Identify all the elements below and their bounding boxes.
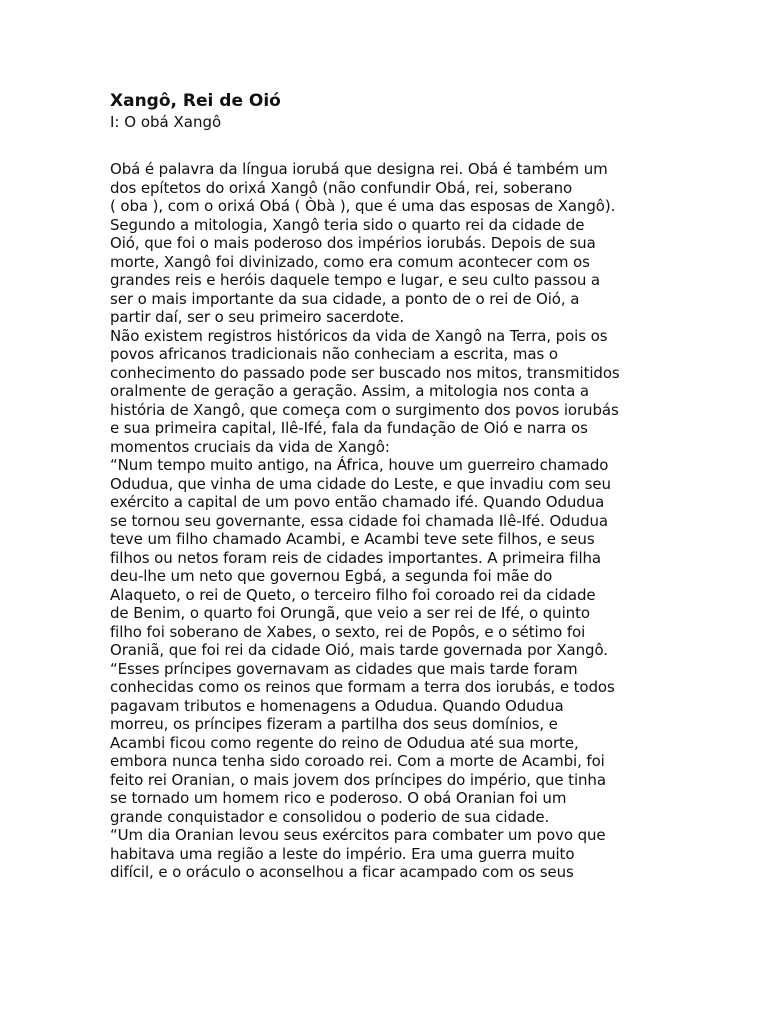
text-line: ( oba ), com o orixá Obá ( Òbà ), que é uma das esposas de Xangô). <box>110 197 616 215</box>
text-line: “Um dia Oranian levou seus exércitos para combater um povo que <box>110 826 606 844</box>
text-line: filhos ou netos foram reis de cidades importantes. A primeira filha <box>110 548 602 567</box>
document-page <box>110 90 655 882</box>
text-line: deu-lhe um neto que governou Egbá, a segunda foi mãe do <box>110 567 553 585</box>
text-line: história de Xangô, que começa com o surgimento dos povos iorubás <box>110 400 619 419</box>
text-line: conhecidas como os reinos que formam a terra dos iorubás, e todos <box>110 678 615 696</box>
text-line: “Num tempo muito antigo, na África, houve um guerreiro chamado <box>110 456 609 474</box>
text-line: momentos cruciais da vida de Xangô: <box>110 437 390 456</box>
text-line: Segundo a mitologia, Xangô teria sido o quarto rei da cidade de <box>110 215 585 234</box>
text-line: exército a capital de um povo então chamado ifé. Quando Odudua <box>110 493 605 511</box>
text-line: se tornado um homem rico e poderoso. O obá Oranian foi um <box>110 789 567 807</box>
text-line: conhecimento do passado pode ser buscado nos mitos, transmitidos <box>110 363 620 382</box>
text-line: se tornou seu governante, essa cidade foi chamada Ilê-Ifé. Odudua <box>110 511 608 530</box>
text-line: oralmente de geração a geração. Assim, a mitologia nos conta a <box>110 382 589 400</box>
text-line: ser o mais importante da sua cidade, a ponto de o rei de Oió, a <box>110 289 580 308</box>
text-line: pagavam tributos e homenagens a Odudua. Quando Odudua <box>110 696 564 715</box>
text-line: filho foi soberano de Xabes, o sexto, rei de Popôs, e o sétimo foi <box>110 622 586 641</box>
text-line: Oió, que foi o mais poderoso dos impérios iorubás. Depois de sua <box>110 234 596 252</box>
text-line: de Benim, o quarto foi Orungã, que veio a ser rei de Ifé, o quinto <box>110 604 590 622</box>
text-line: grande conquistador e consolidou o poderio de sua cidade. <box>110 807 550 826</box>
text-line: povos africanos tradicionais não conheciam a escrita, mas o <box>110 345 558 363</box>
text-line: Alaqueto, o rei de Queto, o terceiro filho foi coroado rei da cidade <box>110 585 596 604</box>
text-line: feito rei Oranian, o mais jovem dos príncipes do império, que tinha <box>110 770 606 789</box>
text-line: Acambi ficou como regente do reino de Odudua até sua morte, <box>110 733 579 752</box>
document-title: Xangô, Rei de Oió <box>110 91 281 111</box>
text-line: morte, Xangô foi divinizado, como era comum acontecer com os <box>110 252 590 271</box>
text-line: embora nunca tenha sido coroado rei. Com a morte de Acambi, foi <box>110 752 605 770</box>
text-line: Não existem registros históricos da vida de Xangô na Terra, pois os <box>110 326 608 345</box>
text-line: difícil, e o oráculo o aconselhou a ficar acampado com os seus <box>110 863 574 881</box>
text-line: dos epítetos do orixá Xangô (não confundir Obá, rei, soberano <box>110 178 573 197</box>
text-line: teve um filho chamado Acambi, e Acambi teve sete filhos, e seus <box>110 530 595 548</box>
text-line: morreu, os príncipes fizeram a partilha dos seus domínios, e <box>110 715 558 733</box>
document-subtitle: I: O obá Xangô <box>110 113 222 131</box>
text-line: partir daí, ser o seu primeiro sacerdote. <box>110 308 405 326</box>
text-line: “Esses príncipes governavam as cidades que mais tarde foram <box>110 659 578 678</box>
text-line: e sua primeira capital, Ilê-Ifé, fala da fundação de Oió e narra os <box>110 419 588 437</box>
document-body <box>110 160 655 882</box>
text-line: Oraniã, que foi rei da cidade Oió, mais tarde governada por Xangô. <box>110 641 608 659</box>
text-line: Obá é palavra da língua iorubá que designa rei. Obá é também um <box>110 160 608 178</box>
text-line: habitava uma região a leste do império. Era uma guerra muito <box>110 844 575 863</box>
text-line: Odudua, que vinha de uma cidade do Leste, e que invadiu com seu <box>110 474 611 493</box>
text-line: grandes reis e heróis daquele tempo e lugar, e seu culto passou a <box>110 271 600 289</box>
